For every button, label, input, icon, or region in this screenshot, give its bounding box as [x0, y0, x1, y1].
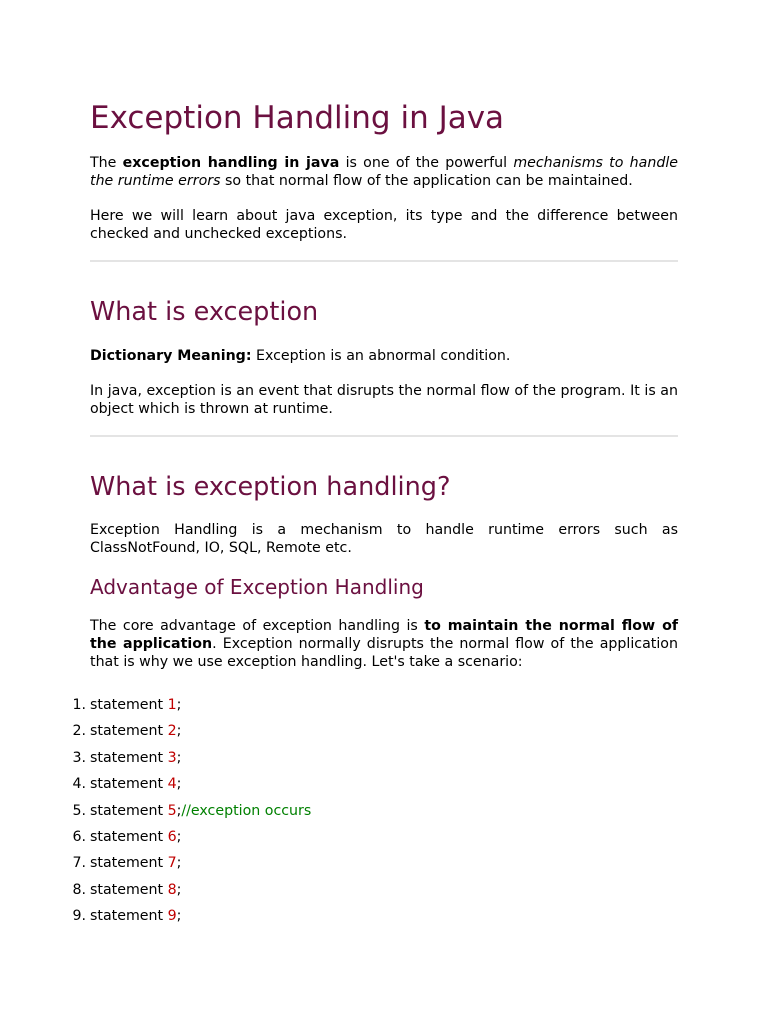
advantage-paragraph [90, 617, 678, 671]
code-keyword: statement [90, 881, 168, 898]
section-heading-what-is-exception: What is exception [90, 297, 319, 327]
line-number: 6. [72, 828, 86, 845]
code-number: 9 [167, 908, 177, 925]
code-semicolon: ; [176, 776, 182, 793]
code-number: 5 [167, 802, 177, 819]
code-line [72, 721, 311, 747]
code-comment: //exception occurs [181, 802, 312, 819]
code-line [72, 748, 311, 774]
subheading-advantage: Advantage of Exception Handling [90, 575, 424, 599]
code-semicolon: ; [176, 723, 182, 740]
line-number: 5. [72, 802, 86, 819]
line-number: 1. [72, 697, 86, 713]
code-line [72, 827, 311, 853]
code-semicolon: ; [176, 697, 182, 713]
code-number: 8 [167, 881, 177, 898]
code-number: 3 [167, 749, 177, 766]
code-semicolon: ; [176, 828, 182, 845]
section-heading-exception-handling: What is exception handling? [90, 472, 451, 502]
advantage-bold-phrase: to maintain the normal flow of the application [90, 618, 678, 652]
code-line [72, 853, 311, 879]
code-line [72, 801, 312, 827]
section-divider-1 [90, 260, 678, 262]
code-keyword: statement [90, 697, 168, 713]
code-keyword: statement [90, 908, 168, 925]
intro-bold-term: exception handling in java [122, 155, 340, 171]
dictionary-meaning-label: Dictionary Meaning: [90, 348, 252, 364]
dictionary-meaning-text: Exception is an abnormal condition. [251, 348, 511, 364]
section-divider-2 [90, 435, 678, 437]
code-number: 4 [167, 776, 177, 793]
code-semicolon: ; [176, 802, 182, 819]
exception-definition-paragraph: In java, exception is an event that disrupts the normal flow of the program. It is an object which is thrown at runtime. [90, 383, 678, 417]
dictionary-meaning-paragraph [90, 347, 678, 365]
code-line [72, 695, 311, 721]
code-semicolon: ; [176, 908, 182, 925]
exception-handling-paragraph: Exception Handling is a mechanism to handle runtime errors such as ClassNotFound, IO, SQL, Remote etc. [90, 522, 678, 556]
line-number: 4. [72, 776, 86, 793]
code-number: 6 [167, 828, 177, 845]
code-scenario-list [72, 695, 312, 933]
code-semicolon: ; [176, 749, 182, 766]
code-line [72, 880, 311, 906]
code-keyword: statement [90, 855, 168, 872]
page-title: Exception Handling in Java [90, 100, 505, 136]
line-number: 9. [72, 908, 86, 925]
code-semicolon: ; [176, 855, 182, 872]
intro-text-2: is one of the powerful [339, 155, 514, 171]
code-keyword: statement [90, 723, 168, 740]
code-keyword: statement [90, 828, 168, 845]
advantage-text-1: The core advantage of exception handling is [90, 618, 425, 634]
code-line [72, 906, 311, 932]
code-line [72, 774, 311, 800]
code-semicolon: ; [176, 881, 182, 898]
line-number: 8. [72, 881, 86, 898]
intro-italic-phrase: mechanisms to handle the runtime errors [90, 155, 679, 189]
code-number: 1 [167, 697, 177, 713]
intro-paragraph-1 [90, 154, 678, 190]
intro-paragraph-2: Here we will learn about java exception, its type and the difference between checked and unchecked exceptions. [90, 208, 678, 242]
intro-text-3: so that normal flow of the application can be maintained. [220, 173, 633, 189]
code-keyword: statement [90, 776, 168, 793]
code-number: 2 [167, 723, 177, 740]
intro-text-1: The [90, 155, 123, 171]
line-number: 7. [72, 855, 86, 872]
advantage-text-2: . Exception normally disrupts the normal flow of the application that is why we use exception handling. Let's take a scenario: [90, 636, 678, 670]
code-keyword: statement [90, 749, 168, 766]
code-number: 7 [167, 855, 177, 872]
code-keyword: statement [90, 802, 168, 819]
line-number: 3. [72, 749, 86, 766]
line-number: 2. [72, 723, 86, 740]
